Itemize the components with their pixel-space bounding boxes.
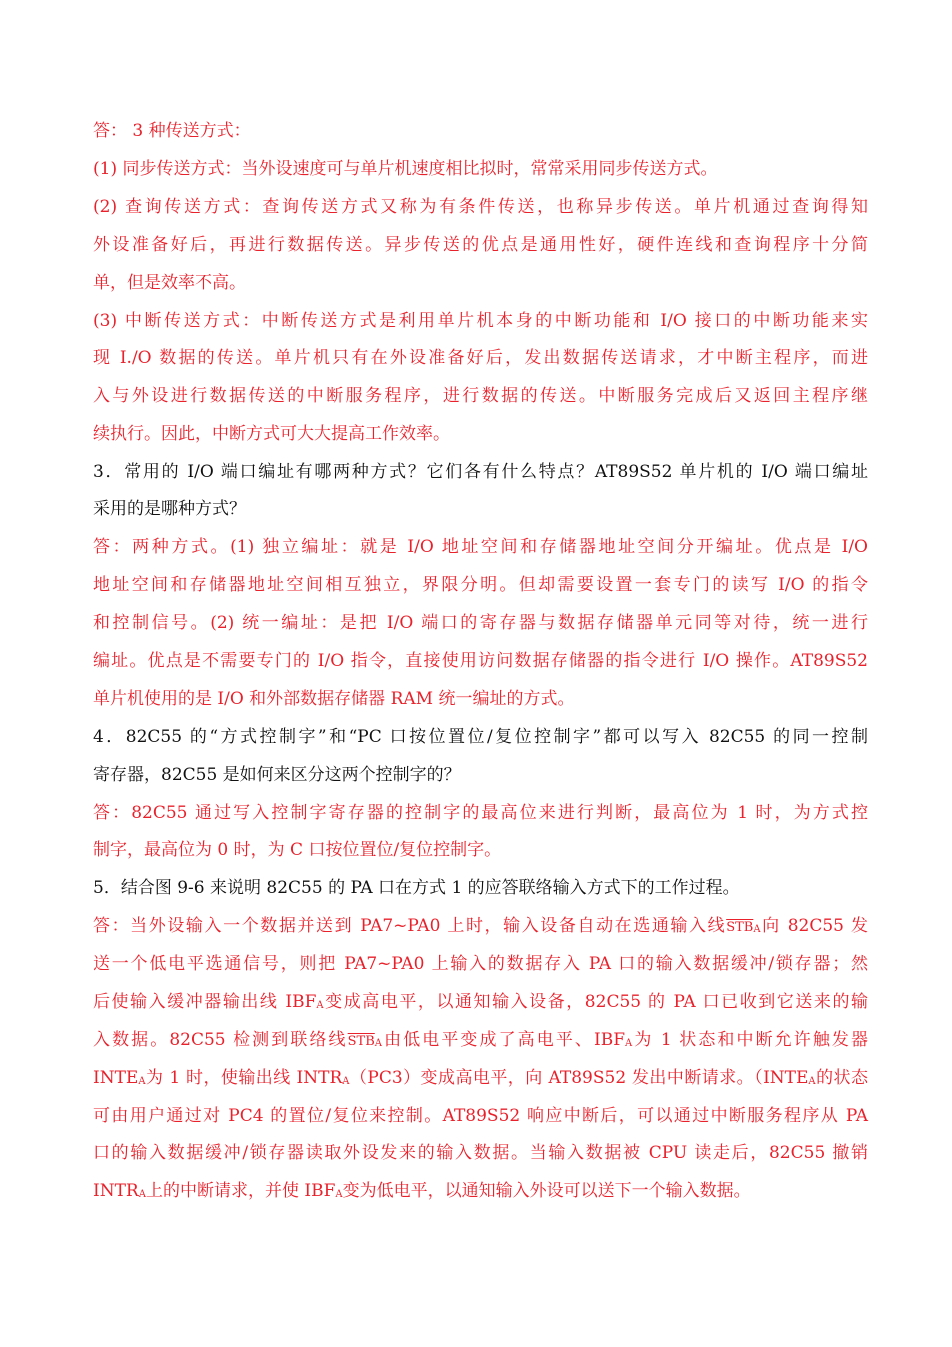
text-segment: 的状态 bbox=[815, 1068, 868, 1088]
answer-2-item-3-line-1: (3) 中断传送方式：中断传送方式是利用单片机本身的中断功能和 I/O 接口的中断功能来实 bbox=[93, 311, 868, 331]
answer-2-item-3-line-4: 续执行。因此，中断方式可大大提高工作效率。 bbox=[93, 424, 450, 444]
stb-signal-label: $\overline{STB}$ bbox=[726, 920, 754, 935]
question-3-line-2: 采用的是哪种方式？ bbox=[93, 499, 246, 519]
text-segment: 答：当外设输入一个数据并送到 PA7~PA0 上时，输入设备自动在选通输入线 bbox=[93, 916, 727, 936]
answer-5-line-4 bbox=[93, 1028, 868, 1052]
text-segment: 为 1 状态和中断允许触发器 bbox=[632, 1030, 868, 1050]
answer-3-line-5: 单片机使用的是 I/O 和外部数据存储器 RAM 统一编址的方式。 bbox=[93, 689, 575, 709]
answer-2-item-1: (1) 同步传送方式：当外设速度可与单片机速度相比拟时，常常采用同步传送方式。 bbox=[93, 159, 718, 179]
answer-5-line-1 bbox=[93, 914, 868, 938]
text-segment: 变成高电平，以通知输入设备，82C55 的 PA 口已收到它送来的输 bbox=[323, 992, 868, 1012]
answer-3-line-4: 编址。优点是不需要专门的 I/O 指令，直接使用访问数据存储器的指令进行 I/O 操作。AT89S52 bbox=[93, 651, 868, 671]
answer-3-line-2: 地址空间和存储器地址空间相互独立，界限分明。但却需要设置一套专门的读写 I/O 的指令 bbox=[93, 575, 868, 595]
question-4-line-2: 寄存器，82C55 是如何来区分这两个控制字的？ bbox=[93, 765, 461, 785]
answer-5-line-7: 口的输入数据缓冲/锁存器读取外设发来的输入数据。当输入数据被 CPU 读走后，82C55 撤销 bbox=[93, 1143, 868, 1163]
answer-2-item-3-line-3: 入与外设进行数据传送的中断服务程序，进行数据的传送。中断服务完成后又返回主程序继 bbox=[93, 386, 868, 406]
text-segment: 向 82C55 发 bbox=[760, 916, 868, 936]
subscript-a: A bbox=[625, 1038, 633, 1049]
answer-2-heading: 答： 3 种传送方式： bbox=[93, 121, 251, 141]
subscript-a: A bbox=[808, 1076, 816, 1087]
answer-3-line-3: 和控制信号。(2) 统一编址：是把 I/O 端口的寄存器与数据存储器单元同等对待，统一进行 bbox=[93, 613, 868, 633]
subscript-a: A bbox=[753, 924, 761, 935]
answer-5-line-8 bbox=[93, 1179, 868, 1203]
answer-5-line-5 bbox=[93, 1066, 868, 1090]
text-segment: INTE bbox=[93, 1068, 139, 1088]
text-segment: 由低电平变成了高电平、IBF bbox=[382, 1030, 626, 1050]
subscript-a: A bbox=[342, 1076, 350, 1087]
text-segment: 上的中断请求，并使 IBF bbox=[145, 1181, 336, 1201]
question-5: 5．结合图 9-6 来说明 82C55 的 PA 口在方式 1 的应答联络输入方式下的工作过程。 bbox=[93, 878, 740, 898]
text-segment: 后使输入缓冲器输出线 IBF bbox=[93, 992, 317, 1012]
text-segment: （PC3）变成高电平，向 AT89S52 发出中断请求。（INTE bbox=[349, 1068, 809, 1088]
question-3-line-1: 3．常用的 I/O 端口编址有哪两种方式？它们各有什么特点？AT89S52 单片机的 I/O 端口编址 bbox=[93, 462, 868, 482]
subscript-a: A bbox=[374, 1038, 382, 1049]
text-segment: INTR bbox=[93, 1181, 139, 1201]
question-4-line-1: 4．82C55 的“方式控制字”和“PC 口按位置位/复位控制字”都可以写入 82C55 的同一控制 bbox=[93, 727, 868, 747]
stb-signal-label: $\overline{STB}$ bbox=[347, 1034, 375, 1049]
answer-2-item-2-line-2: 外设准备好后，再进行数据传送。异步传送的优点是通用性好，硬件连线和查询程序十分简 bbox=[93, 235, 868, 255]
answer-5-line-6: 可由用户通过对 PC4 的置位/复位来控制。AT89S52 响应中断后，可以通过中断服务程序从 PA bbox=[93, 1106, 868, 1126]
text-segment: 入数据。82C55 检测到联络线 bbox=[93, 1030, 348, 1050]
answer-2-item-3-line-2: 现 I./O 数据的传送。单片机只有在外设准备好后，发出数据传送请求，才中断主程序，而进 bbox=[93, 348, 868, 368]
text-segment: 变为低电平，以通知输入外设可以送下一个输入数据。 bbox=[342, 1181, 751, 1201]
answer-2-item-2-line-3: 单，但是效率不高。 bbox=[93, 273, 246, 293]
answer-5-line-2: 送一个低电平选通信号，则把 PA7~PA0 上输入的数据存入 PA 口的输入数据缓冲/锁存器；然 bbox=[93, 954, 868, 974]
answer-3-line-1: 答：两种方式。(1) 独立编址：就是 I/O 地址空间和存储器地址空间分开编址。优点是 I/O bbox=[93, 537, 868, 557]
answer-5-line-3 bbox=[93, 990, 868, 1014]
subscript-a: A bbox=[316, 1000, 324, 1011]
subscript-a: A bbox=[138, 1076, 146, 1087]
answer-4-line-2: 制字，最高位为 0 时，为 C 口按位置位/复位控制字。 bbox=[93, 840, 502, 860]
subscript-a: A bbox=[138, 1189, 146, 1200]
text-segment: 为 1 时，使输出线 INTR bbox=[145, 1068, 343, 1088]
answer-4-line-1: 答：82C55 通过写入控制字寄存器的控制字的最高位来进行判断，最高位为 1 时，为方式控 bbox=[93, 803, 868, 823]
answer-2-item-2-line-1: (2) 查询传送方式：查询传送方式又称为有条件传送，也称异步传送。单片机通过查询得知 bbox=[93, 197, 868, 217]
subscript-a: A bbox=[335, 1189, 343, 1200]
